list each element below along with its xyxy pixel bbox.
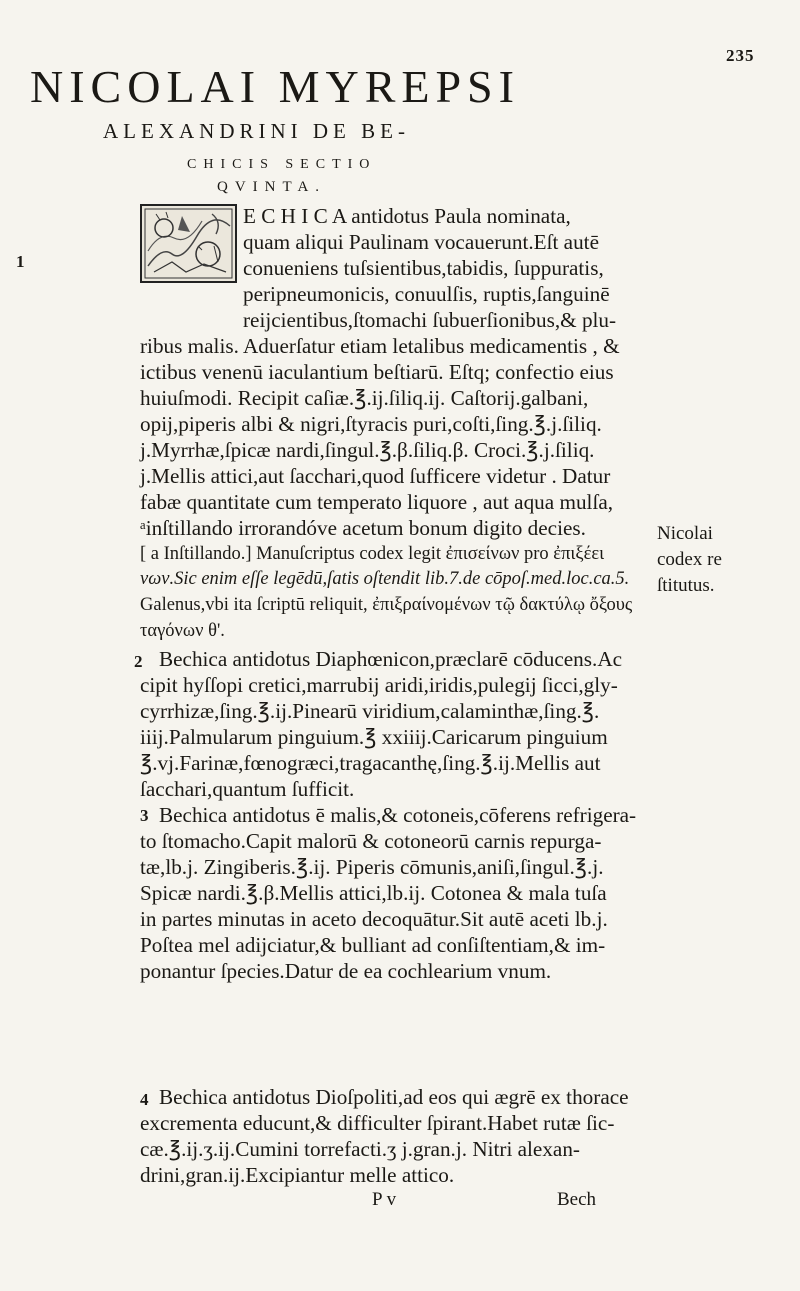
title-line-3: CHICIS SECTIO <box>187 157 377 172</box>
text-line: to ſtomacho.Capit malorū & cotoneorū carnis repurga- <box>140 829 602 853</box>
annotation-line: [ a Inſtillando.] Manuſcriptus codex legit ἐπισείνων pro ἐπιξέει <box>140 544 605 564</box>
text-line: j.Myrrhæ,ſpicæ nardi,ſingul.℥.β.ſiliq.β. Croci.℥.j.ſiliq. <box>140 438 595 462</box>
text-line: j.Mellis attici,aut ſacchari,quod ſufficere videtur . Datur <box>140 464 611 488</box>
text-line: excrementa educunt,& difficulter ſpirant.Habet rutæ ſic- <box>140 1111 615 1135</box>
paragraph-number: 3 <box>140 806 149 825</box>
text-line: ribus malis. Aduerſatur etiam letalibus medicamentis , & <box>140 334 620 358</box>
woodcut-initial-illustration <box>140 204 237 283</box>
marginal-note-line: codex re <box>657 549 722 570</box>
title-line-4: QVINTA. <box>217 179 327 195</box>
text-line: ℥.vj.Farinæ,fœnogræci,tragacanthę,ſing.℥.ij.Mellis aut <box>140 751 601 775</box>
text-line: ᵃinſtillando irrorandóve acetum bonum digito decies. <box>140 516 586 540</box>
text-line: iiij.Palmularum pinguium.℥ xxiiij.Caricarum pinguium <box>140 725 608 749</box>
text-line: opij,piperis albi & nigri,ſtyracis puri,coſti,ſing.℥.j.ſiliq. <box>140 412 602 436</box>
text-line: E C H I C A antidotus Paula nominata, <box>243 204 571 228</box>
annotation-line: ταγόνων θ'. <box>140 621 225 641</box>
paragraph-number: 1 <box>16 252 25 271</box>
text-line: ponantur ſpecies.Datur de ea cochlearium vnum. <box>140 959 552 983</box>
marginal-note-line: ſtitutus. <box>657 575 715 596</box>
text-line: Bechica antidotus Diaphœnicon,præclarē cōducens.Ac <box>159 647 623 671</box>
paragraph-number: 4 <box>140 1090 149 1109</box>
text-line: huiuſmodi. Recipit caſiæ.℥.ij.ſiliq.ij. Caſtorij.galbani, <box>140 386 589 410</box>
text-line: Poſtea mel adijciatur,& bulliant ad conſiſtentiam,& im- <box>140 933 606 957</box>
text-line: cipit hyſſopi cretici,marrubij aridi,iridis,pulegij ſicci,gly- <box>140 673 618 697</box>
text-line: Bechica antidotus ē malis,& cotoneis,cōferens refrigera- <box>159 803 637 827</box>
text-line: fabæ quantitate cum temperato liquore , aut aqua mulſa, <box>140 490 614 514</box>
text-line: reijcientibus,ſtomachi ſubuerſionibus,& plu- <box>243 308 617 332</box>
signature-mark: P v <box>372 1189 397 1210</box>
paragraph-number: 2 <box>134 652 143 671</box>
page-number: 235 <box>726 46 755 65</box>
text-line: in partes minutas in aceto decoquātur.Sit autē aceti lb.j. <box>140 907 608 931</box>
text-line: peripneumonicis, conuulſis, ruptis,ſanguinē <box>243 282 610 306</box>
catchword: Bech <box>557 1189 597 1210</box>
text-line: conueniens tuſsientibus,tabidis, ſuppuratis, <box>243 256 604 280</box>
text-line: Spicæ nardi.℥.β.Mellis attici,lb.ij. Cotonea & mala tuſa <box>140 881 607 905</box>
text-line: ictibus venenū iaculantium beſtiarū. Eſtq; confectio eius <box>140 360 614 384</box>
text-line: quam aliqui Paulinam vocauerunt.Eſt autē <box>243 230 599 254</box>
text-line: cæ.℥.ij.ʒ.ij.Cumini torrefacti.ʒ j.gran.j. Nitri alexan- <box>140 1137 580 1161</box>
text-line: ſacchari,quantum ſufficit. <box>140 777 355 801</box>
annotation-line: νων.Sic enim eſſe legēdū,ſatis oſtendit lib.7.de cōpoſ.med.loc.ca.5. <box>140 569 630 589</box>
text-line: Bechica antidotus Dioſpoliti,ad eos qui ægrē ex thorace <box>159 1085 629 1109</box>
marginal-note-line: Nicolai <box>657 523 713 544</box>
text-line: drini,gran.ij.Excipiantur melle attico. <box>140 1163 455 1187</box>
text-line: cyrrhizæ,ſing.℥.ij.Pinearū viridium,calaminthæ,ſing.℥. <box>140 699 600 723</box>
title-line-1: NICOLAI MYREPSI <box>30 61 520 112</box>
woodcut-ornament-icon <box>142 206 235 281</box>
text-line: tæ,lb.j. Zingiberis.℥.ij. Piperis cōmunis,aniſi,ſingul.℥.j. <box>140 855 604 879</box>
title-line-2: ALEXANDRINI DE BE- <box>103 119 410 143</box>
annotation-line: Galenus,vbi ita ſcriptū reliquit, ἐπιξραίνομένων τῷ δακτύλῳ ὄξους <box>140 595 633 615</box>
